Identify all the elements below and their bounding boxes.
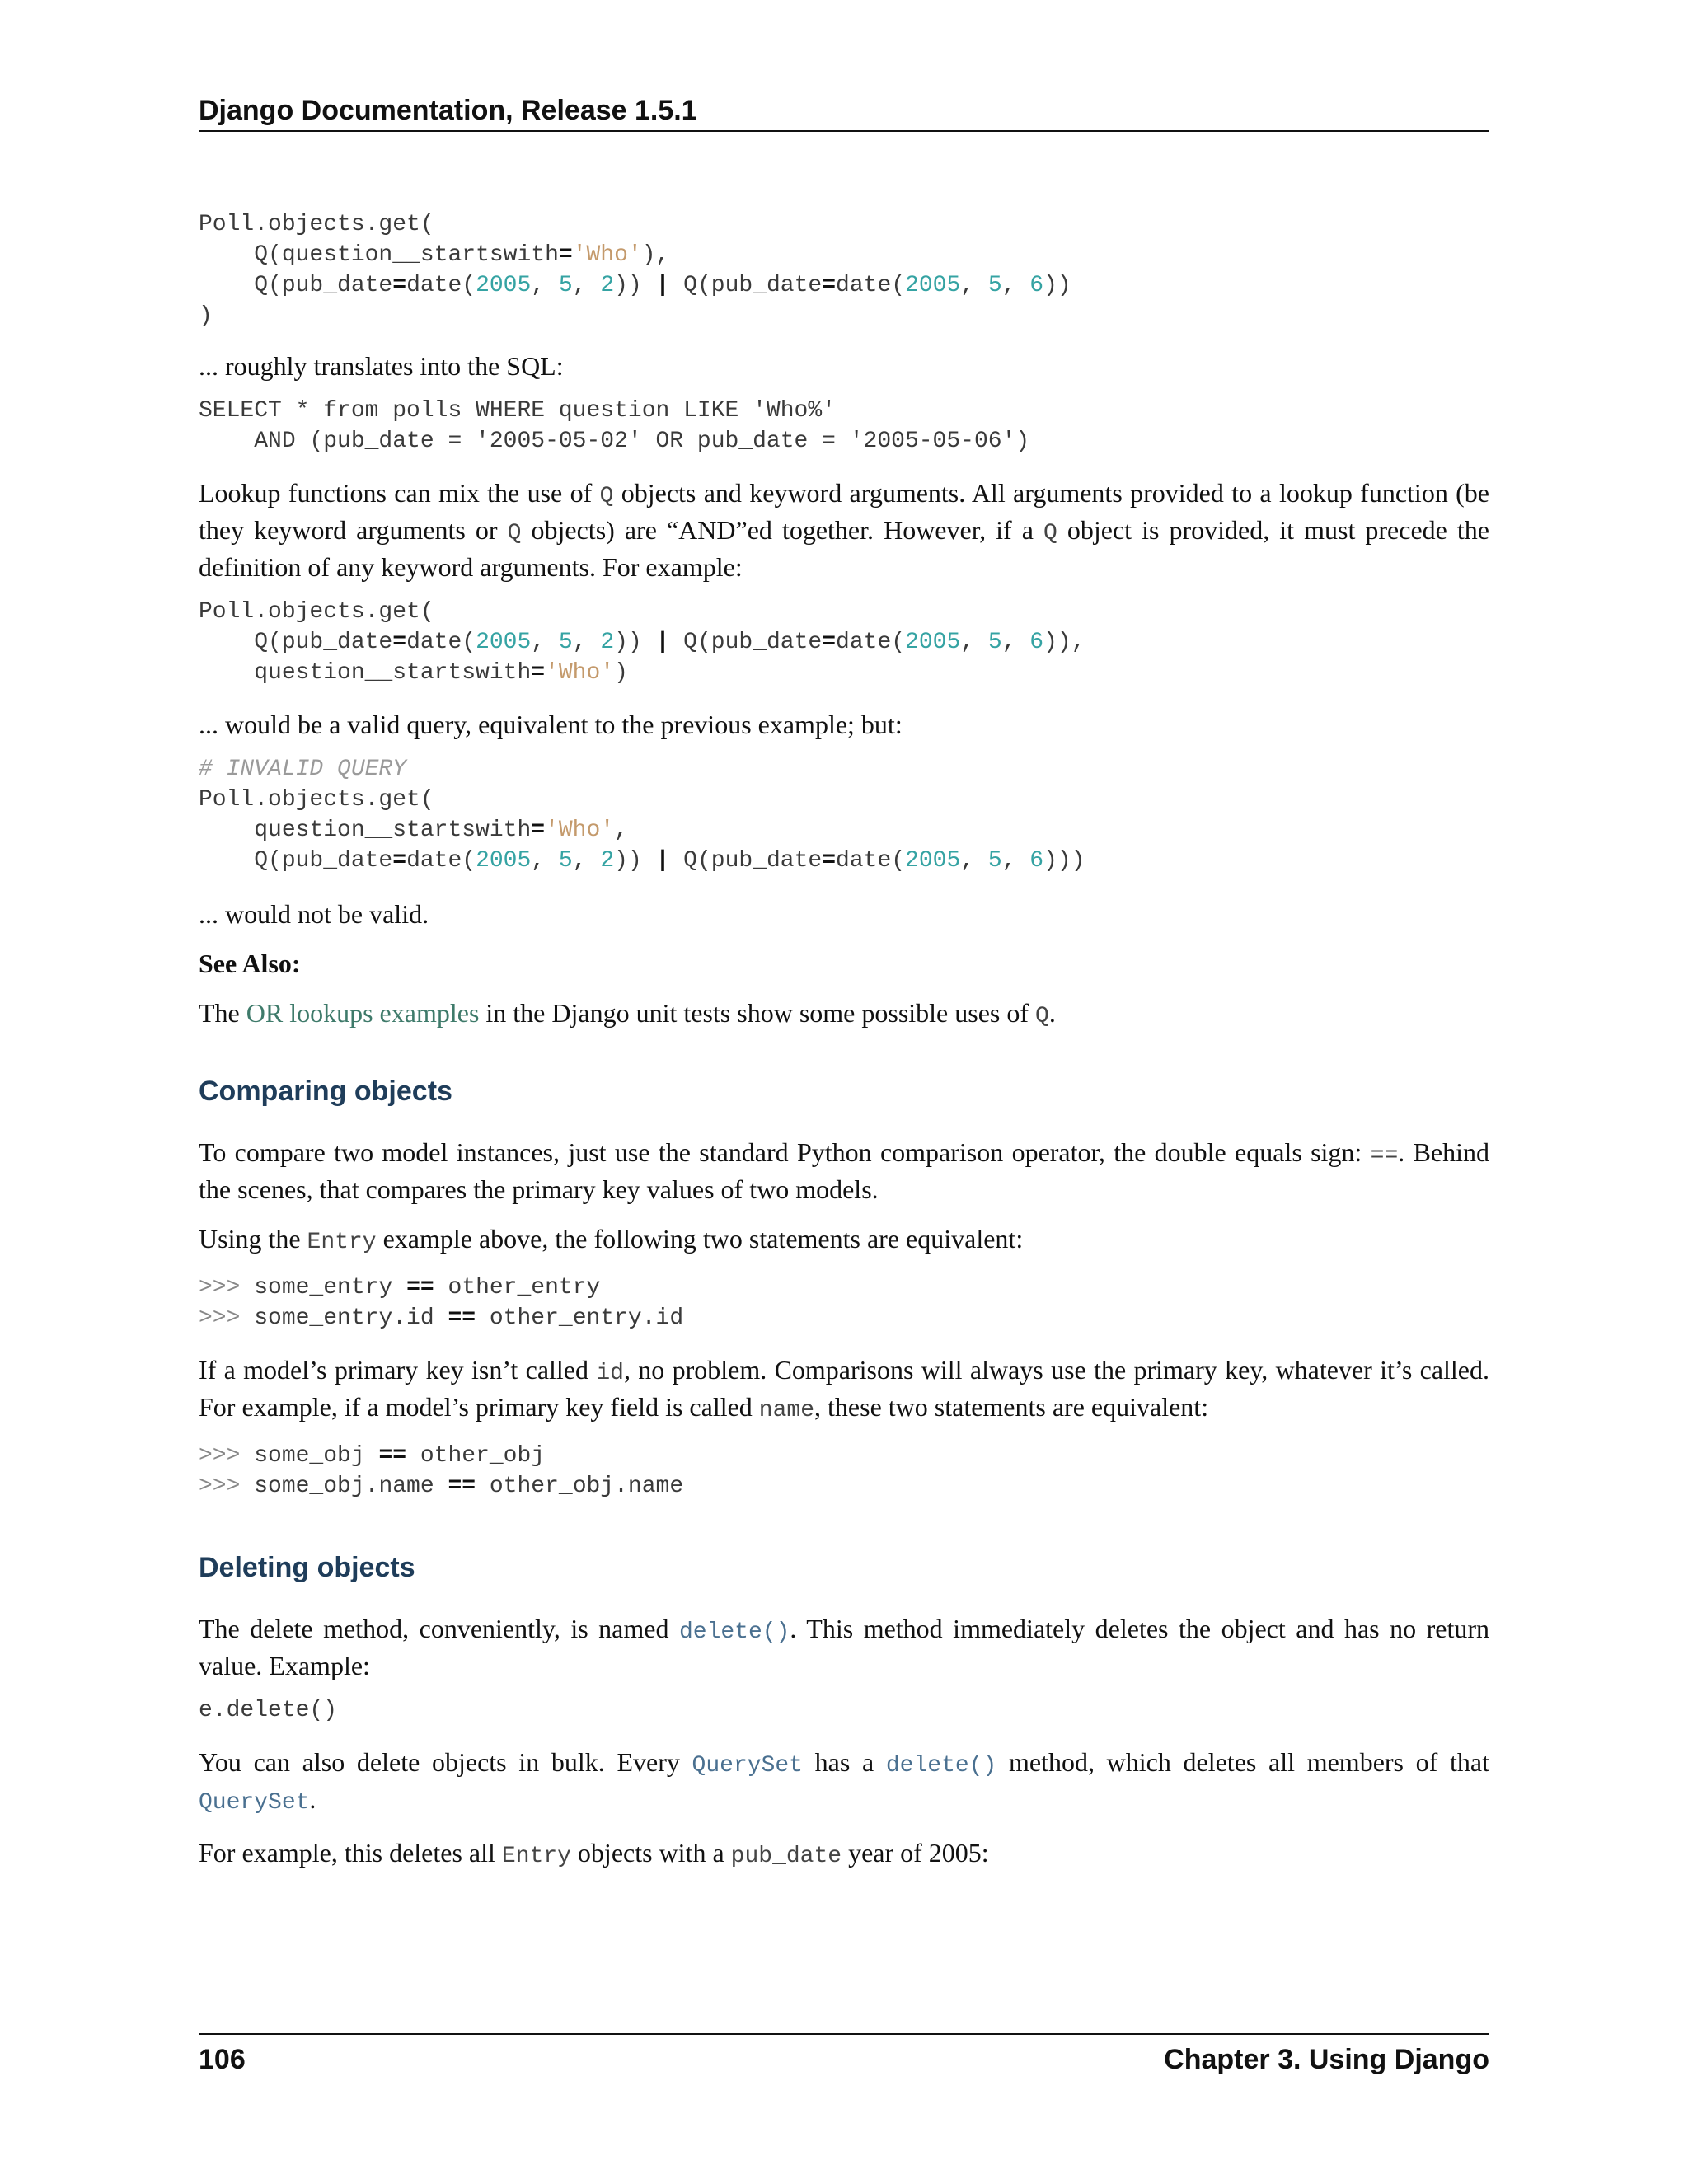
- code-block-invalid-query: # INVALID QUERY Poll.objects.get( question__startswith='Who', Q(pub_date=date(2005, 5, 2)) | Q(pub_date=date(2005, 5, 6))): [199, 757, 1085, 874]
- paragraph-lookup-functions: Lookup functions can mix the use of Q objects and keyword arguments. All arguments provided to a lookup function (be they keyword arguments or Q objects) are “AND”ed together. However, if a Q object is provided, it must precede the definition of any keyword arguments. For example:: [199, 478, 1490, 582]
- paragraph-see-also: The OR lookups examples in the Django unit tests show some possible uses of Q.: [199, 998, 1056, 1029]
- paragraph-not-valid: ... would not be valid.: [199, 899, 429, 929]
- paragraph-valid-query: ... would be a valid query, equivalent to the previous example; but:: [199, 710, 903, 739]
- see-also-title: See Also:: [199, 949, 301, 978]
- code-block-sql: SELECT * from polls WHERE question LIKE 'Who%' AND (pub_date = '2005-05-02' OR pub_date = '2005-05-06'): [199, 398, 1030, 454]
- code-block-valid-query: Poll.objects.get( Q(pub_date=date(2005, 5, 2)) | Q(pub_date=date(2005, 5, 6)), question__startswith='Who'): [199, 599, 1085, 686]
- code-block-compare-obj: >>> some_obj == other_obj >>> some_obj.name == other_obj.name: [199, 1443, 684, 1499]
- section-heading-comparing-objects: Comparing objects: [199, 1076, 452, 1107]
- queryset-ref-2[interactable]: QuerySet: [199, 1790, 310, 1816]
- paragraph-compare-intro: To compare two model instances, just use the standard Python comparison operator, the double equals sign: ==. Behind the scenes, that compares the primary key values of two models.: [199, 1137, 1490, 1204]
- code-block-q-objects: Poll.objects.get( Q(question__startswith='Who'), Q(pub_date=date(2005, 5, 2)) | Q(pub_date=date(2005, 5, 6)) ): [199, 212, 1071, 329]
- page-content: [199, 209, 1489, 1873]
- code-block-delete: e.delete(): [199, 1698, 338, 1723]
- queryset-ref[interactable]: QuerySet: [692, 1753, 803, 1779]
- paragraph-bulk-delete: You can also delete objects in bulk. Every QuerySet has a delete() method, which deletes all members of that QuerySet.: [199, 1747, 1490, 1816]
- section-heading-deleting-objects: Deleting objects: [199, 1552, 415, 1583]
- paragraph-delete-method: The delete method, conveniently, is named delete(). This method immediately deletes the object and has no return value. Example:: [199, 1614, 1490, 1680]
- paragraph-delete-2005: For example, this deletes all Entry objects with a pub_date year of 2005:: [199, 1838, 989, 1869]
- code-block-compare-entry: >>> some_entry == other_entry >>> some_entry.id == other_entry.id: [199, 1275, 684, 1331]
- delete-method-ref[interactable]: delete(): [678, 1619, 790, 1645]
- chapter-title: Chapter 3. Using Django: [1164, 2044, 1489, 2075]
- document-page: [199, 0, 1489, 2184]
- paragraph-sql-intro: ... roughly translates into the SQL:: [199, 351, 564, 381]
- or-lookups-examples-link[interactable]: OR lookups examples: [246, 998, 480, 1028]
- running-footer: [199, 2033, 1489, 2078]
- running-header: Django Documentation, Release 1.5.1: [199, 92, 1489, 132]
- page-number: 106: [199, 2044, 246, 2075]
- paragraph-primary-key: If a model’s primary key isn’t called id, no problem. Comparisons will always use the primary key, whatever it’s called. For example, if a model’s primary key field is called name, these two statements are equivalent:: [199, 1355, 1490, 1423]
- paragraph-entry-example: Using the Entry example above, the following two statements are equivalent:: [199, 1224, 1024, 1255]
- queryset-delete-ref[interactable]: delete(): [885, 1753, 997, 1779]
